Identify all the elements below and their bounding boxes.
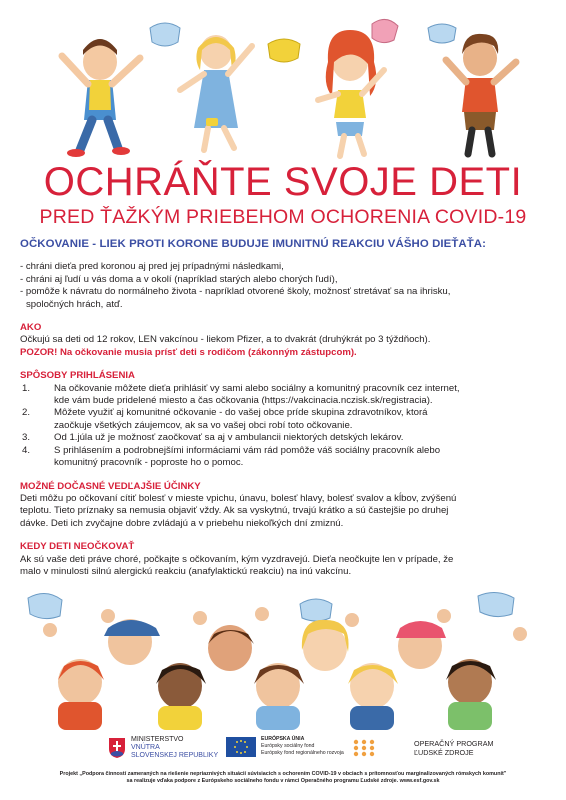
registration-steps — [20, 383, 548, 470]
face-mask-icon — [300, 599, 332, 621]
section-heading-ako: AKO — [20, 322, 42, 334]
kid-girl-blonde-illustration — [180, 35, 252, 150]
ministry-logo: MINISTERSTVO VNÚTRA SLOVENSKEJ REPUBLIKY — [108, 736, 218, 760]
section-heading-kedy: KEDY DETI NEOČKOVAŤ — [20, 541, 135, 553]
partner-logos — [0, 730, 566, 772]
list-item: 3. Od 1.júla už je možnosť zaočkovať sa aj v ambulancii niektorých detských lekárov. — [22, 432, 404, 444]
list-item: 4. S prihlásením a podrobnejšími informáciami vám rád pomôže váš sociálny pracovník alebo komunitný pracovník - poproste ho o pomoc. — [22, 444, 441, 469]
face-mask-icon — [478, 592, 514, 616]
kid-illustration — [58, 659, 104, 730]
face-mask-icon — [268, 39, 300, 62]
page-title: OCHRÁŇTE SVOJE DETI — [43, 160, 523, 204]
list-item: 1. Na očkovanie môžete dieťa prihlásiť vy sami alebo sociálny a komunitný pracovník cez internet, kde vám bude pridelené miesto a čas očkovania (https://vakcinacia.nczisk.sk/registracia). — [22, 382, 460, 407]
list-item: - pomôže k návratu do normálneho života - napríklad otvorené školy, možnosť stretávať sa na ihrisku, — [20, 286, 451, 298]
dots-logo-icon — [352, 738, 376, 758]
main-content — [20, 238, 548, 578]
ucinky-text: teplotu. Tieto príznaky sa nemusia objaviť vždy. Ak sa vyskytnú, trvajú krátko a sú častejšie po druhej — [20, 505, 449, 517]
kid-illustration — [302, 620, 349, 671]
list-item: spoločných hrách, atď. — [26, 298, 123, 310]
kid-illustration — [208, 625, 254, 671]
footer-text: Projekt „Podpora činností zameraných na riešenie nepriaznivých situácií súvisiacich s ochorením COVID-19 v obciach s prítomnosťou marginalizovaných rómskych komunít" sa realizuje vďaka podpore z Európskeho sociálneho fondu v rámci Operačného programu Ľudské zdroje. www.esf.gov.sk — [59, 771, 507, 784]
kid-left-illustration — [62, 39, 140, 157]
kid-cap-illustration — [104, 619, 160, 665]
coat-of-arms-icon — [108, 737, 126, 759]
kedy-text: malo v minulosti silnú alergickú reakciu (anafylaktickú reakciu) na inú vakcínu. — [20, 565, 352, 577]
ucinky-text: dávke. Deti ich zvyčajne dobre zvládajú a v priebehu niekoľkých dní zmiznú. — [20, 517, 344, 529]
list-item: - chráni dieťa pred koronou aj pred jej prípadnými následkami, — [20, 261, 284, 273]
ako-text: Očkujú sa deti od 12 rokov, LEN vakcínou - liekom Pfizer, a to dvakrát (druhýkrát po 3 týždňoch). — [20, 334, 431, 346]
eu-flag-icon — [226, 737, 256, 757]
kid-girl-redhead-illustration — [318, 30, 384, 156]
face-mask-icon — [150, 23, 180, 46]
lead-heading: OČKOVANIE - LIEK PROTI KORONE BUDUJE IMUNITNÚ REAKCIU VÁŠHO DIEŤAŤA: — [20, 238, 487, 250]
face-mask-icon — [28, 593, 62, 618]
section-heading-sposoby: SPÔSOBY PRIHLÁSENIA — [20, 370, 135, 382]
page-subtitle: PRED ŤAŽKÝM PRIEBEHOM OCHORENIA COVID-19 — [39, 206, 527, 228]
kid-illustration — [446, 659, 496, 730]
kid-illustration — [254, 663, 304, 730]
benefits-list — [20, 261, 548, 311]
eu-logo: EURÓPSKA ÚNIA Európsky sociálny fond Európsky fond regionálneho rozvoja — [226, 736, 344, 757]
jumping-kids-illustration — [0, 0, 566, 165]
kedy-text: Ak sú vaše deti práve choré, počkajte s očkovaním, kým vyzdravejú. Dieťa neočkujte len v prípade, že — [20, 553, 454, 565]
face-mask-icon — [428, 24, 456, 43]
kid-boy-illustration — [446, 34, 516, 154]
kid-cap-illustration — [396, 621, 446, 669]
ucinky-text: Deti môžu po očkovaní cítiť bolesť v mieste vpichu, únavu, bolesť hlavy, bolesť svalov a kĺbov, zvýšenú — [20, 492, 457, 504]
program-logo: OPERAČNÝ PROGRAM ĽUDSKÉ ZDROJE — [352, 738, 493, 758]
list-item: - chráni aj ľudí u vás doma a v okolí (napríklad starých alebo chorých ľudí), — [20, 273, 338, 285]
section-heading-ucinky: MOŽNÉ DOČASNÉ VEDĽAJŠIE ÚČINKY — [20, 480, 201, 492]
kid-illustration — [156, 663, 206, 730]
kid-illustration — [348, 663, 398, 730]
face-mask-icon — [372, 19, 398, 42]
warning-text: POZOR! Na očkovanie musia prísť deti s rodičom (zákonným zástupcom). — [20, 346, 357, 358]
kids-group-illustration — [0, 590, 566, 730]
list-item: 2. Môžete využiť aj komunitné očkovanie - do vašej obce príde skupina zdravotníkov, ktorá zaočkuje všetkých záujemcov, ak sa vo vašej obci robí toto očkovanie. — [22, 407, 428, 431]
